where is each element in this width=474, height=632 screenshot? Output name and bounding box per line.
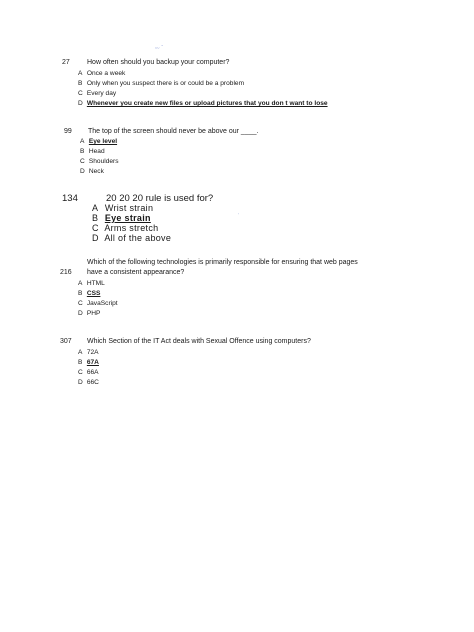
options-list [92,203,171,243]
option-b: B Head [80,148,105,155]
option-d: D Neck [80,168,104,175]
option-c: C JavaScript [78,300,118,307]
option-d: D 66C [78,379,99,386]
correct-answer: CSS [86,290,101,297]
option-a: A Eye level [80,138,118,145]
question-text-line-1: Which of the following technologies is primarily responsible for ensuring that web pages [87,259,358,266]
question-text: The top of the screen should never be above our ____. [88,128,259,135]
option-a: A Wrist strain [92,203,154,213]
correct-answer: Eye level [88,138,118,145]
option-a: A Once a week [78,70,126,77]
question-text: Which Section of the IT Act deals with Sexual Offence using computers? [87,338,311,345]
options-list [78,348,99,388]
option-d: D Whenever you create new files or upload pictures that you don t want to lose [78,100,328,107]
correct-answer: Whenever you create new files or upload pictures that you don t want to lose [86,100,328,107]
option-c: C Shoulders [80,158,119,165]
option-b: B Eye strain [92,213,151,223]
question-text-line-2: have a consistent appearance? [87,269,185,276]
question-number: 216 [60,269,72,276]
option-b: B Only when you suspect there is or could be a problem [78,80,245,87]
stray-mark: ˙ [238,214,240,220]
option-d: D PHP [78,310,101,317]
option-c: C Arms stretch [92,223,159,233]
option-d: D All of the above [92,233,172,243]
option-b: B 67A [78,359,99,366]
correct-answer: Eye strain [104,213,151,223]
option-c: C Every day [78,90,117,97]
options-list [78,279,118,319]
option-c: C 66A [78,369,99,376]
question-text: How often should you backup your computer? [87,59,230,66]
question-number: 307 [60,338,72,345]
question-number: 134 [62,193,78,204]
options-list [78,69,328,109]
stray-mark: ᵕᵕ ˉ [155,46,164,52]
correct-answer: 67A [86,359,99,366]
question-text: 20 20 20 rule is used for? [106,193,214,204]
options-list [80,137,119,177]
option-a: A HTML [78,280,105,287]
option-a: A 72A [78,349,99,356]
question-number: 27 [62,59,70,66]
option-b: B CSS [78,290,101,297]
question-number: 99 [64,128,72,135]
